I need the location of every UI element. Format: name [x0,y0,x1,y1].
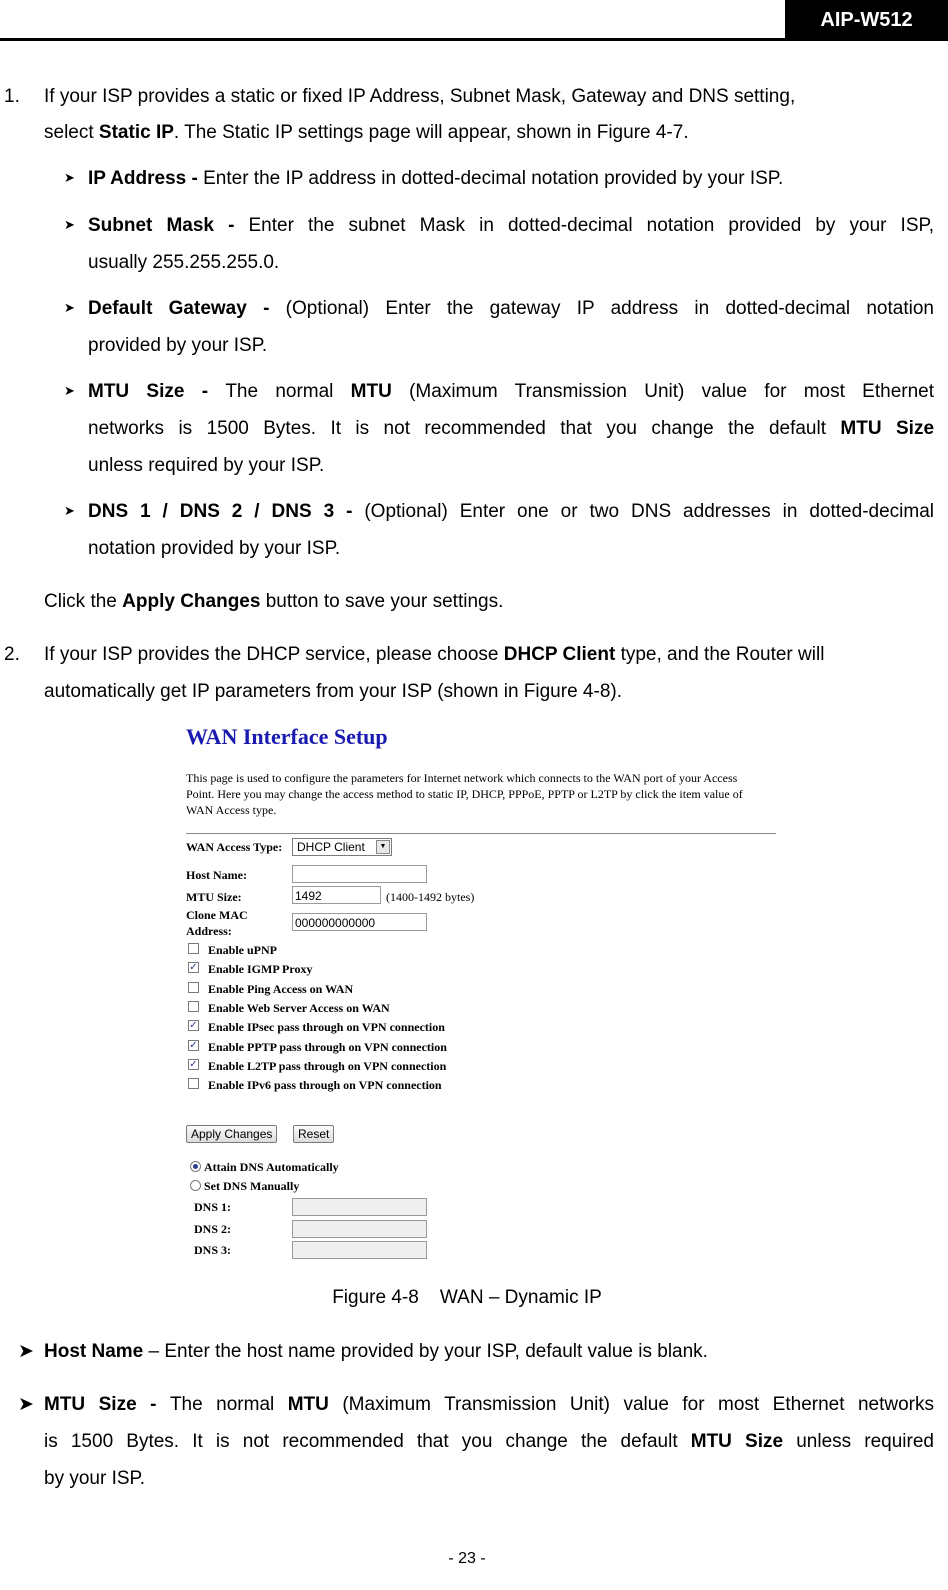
enable-pptp-checkbox[interactable]: ✓ [189,1040,198,1051]
bullet-dns-line2: notation provided by your ISP. [88,538,341,559]
clone-mac-label: Clone MAC [186,908,248,922]
arrow-bullet-icon: ➤ [18,1341,34,1362]
item1-line2: select Static IP. The Static IP settings page will appear, shown in Figure 4-7. [44,122,689,143]
bullet-default-gateway: Default Gateway - (Optional) Enter the gateway IP address in dotted-decimal notation [88,298,934,319]
enable-ipv6-checkbox[interactable] [188,1078,199,1089]
bullet-mtu-size-line3: unless required by your ISP. [88,455,325,476]
enable-l2tp-label: Enable L2TP pass through on VPN connection [208,1059,447,1073]
attain-dns-auto-radio[interactable] [190,1161,201,1172]
screenshot-title: WAN Interface Setup [186,724,388,749]
enable-ipsec-label: Enable IPsec pass through on VPN connection [208,1020,445,1034]
item1-number: 1. [4,86,20,107]
bullet-subnet-mask-line2: usually 255.255.255.0. [88,252,280,273]
arrow-bullet-icon: ➤ [64,300,75,315]
mtu-size-label: MTU Size: [186,890,242,904]
bullet-host-name: Host Name – Enter the host name provided by your ISP, default value is blank. [44,1341,708,1362]
dns3-input[interactable] [292,1241,427,1259]
wan-access-type-label: WAN Access Type: [186,840,283,854]
mtu-size-input[interactable]: 1492 [292,886,381,904]
enable-l2tp-checkbox[interactable]: ✓ [189,1059,198,1070]
item2-line2: automatically get IP parameters from your ISP (shown in Figure 4-8). [44,681,622,702]
enable-upnp-label: Enable uPNP [208,943,278,957]
set-dns-manual-radio[interactable] [190,1180,201,1191]
screenshot-divider [186,833,776,834]
set-dns-manual-label: Set DNS Manually [204,1179,300,1193]
bullet-mtu-size-bottom-line3: by your ISP. [44,1468,146,1489]
host-name-input[interactable] [292,865,427,883]
arrow-bullet-icon: ➤ [64,170,75,185]
mtu-size-hint: (1400-1492 bytes) [386,890,475,904]
host-name-label: Host Name: [186,868,247,882]
bullet-subnet-mask: Subnet Mask - Enter the subnet Mask in dotted-decimal notation provided by your ISP, [88,215,934,236]
dns1-label: DNS 1: [194,1200,232,1214]
arrow-bullet-icon: ➤ [64,217,75,232]
dns3-label: DNS 3: [194,1243,232,1257]
enable-web-server-wan-label: Enable Web Server Access on WAN [208,1001,390,1015]
dns2-label: DNS 2: [194,1222,232,1236]
enable-igmp-proxy-label: Enable IGMP Proxy [208,962,313,976]
enable-upnp-checkbox[interactable] [188,943,199,954]
wan-access-type-value: DHCP Client [297,840,365,854]
bullet-ip-address: IP Address - Enter the IP address in dotted-decimal notation provided by your ISP. [88,168,784,189]
bullet-mtu-size-line2: networks is 1500 Bytes. It is not recommended that you change the default MTU Size [88,418,935,439]
screenshot-description: This page is used to configure the parameters for Internet network which connects to the WAN port of your Access Point. Here you may change the access method to static IP, DHCP, PPPoE, PPTP or L2TP by click the item value of WAN Access type. [186,771,743,817]
dropdown-arrow-icon[interactable]: ▼ [376,840,390,854]
attain-dns-auto-label: Attain DNS Automatically [204,1160,339,1174]
enable-ping-wan-label: Enable Ping Access on WAN [208,982,354,996]
header-rule [0,38,948,41]
apply-changes-button[interactable]: Apply Changes [186,1125,277,1143]
bullet-mtu-size: MTU Size - The normal MTU (Maximum Transmission Unit) value for most Ethernet [88,381,935,402]
item2-line1: If your ISP provides the DHCP service, please choose DHCP Client type, and the Router will [44,644,825,665]
reset-button[interactable]: Reset [293,1125,334,1143]
dns2-input[interactable] [292,1220,427,1238]
figure-caption: Figure 4-8 WAN – Dynamic IP [332,1287,602,1308]
apply-note: Click the Apply Changes button to save your settings. [44,591,504,612]
bullet-default-gateway-line2: provided by your ISP. [88,335,268,356]
bullet-dns: DNS 1 / DNS 2 / DNS 3 - (Optional) Enter one or two DNS addresses in dotted-decimal [88,501,934,522]
enable-ipsec-checkbox[interactable]: ✓ [189,1020,198,1031]
page-number: - 23 - [448,1550,486,1567]
wan-access-type-select[interactable] [292,838,392,856]
clone-mac-label-2: Address: [186,924,232,938]
enable-igmp-proxy-checkbox[interactable]: ✓ [189,962,198,973]
arrow-bullet-icon: ➤ [18,1394,34,1415]
header-model-badge: AIP-W512 [785,0,948,40]
dns1-input[interactable] [292,1198,427,1216]
bullet-mtu-size-bottom: MTU Size - The normal MTU (Maximum Transmission Unit) value for most Ethernet networks [44,1394,935,1415]
enable-web-server-wan-checkbox[interactable] [188,1001,199,1012]
item1-line1: If your ISP provides a static or fixed IP Address, Subnet Mask, Gateway and DNS setting, [44,86,796,107]
arrow-bullet-icon: ➤ [64,383,75,398]
enable-pptp-label: Enable PPTP pass through on VPN connection [208,1040,447,1054]
bullet-mtu-size-bottom-line2: is 1500 Bytes. It is not recommended that you change the default MTU Size unless required [44,1431,934,1452]
item2-number: 2. [4,644,20,665]
clone-mac-input[interactable]: 000000000000 [292,913,427,931]
enable-ping-wan-checkbox[interactable] [188,982,199,993]
arrow-bullet-icon: ➤ [64,503,75,518]
wan-interface-screenshot [186,720,776,1280]
enable-ipv6-label: Enable IPv6 pass through on VPN connection [208,1078,442,1092]
